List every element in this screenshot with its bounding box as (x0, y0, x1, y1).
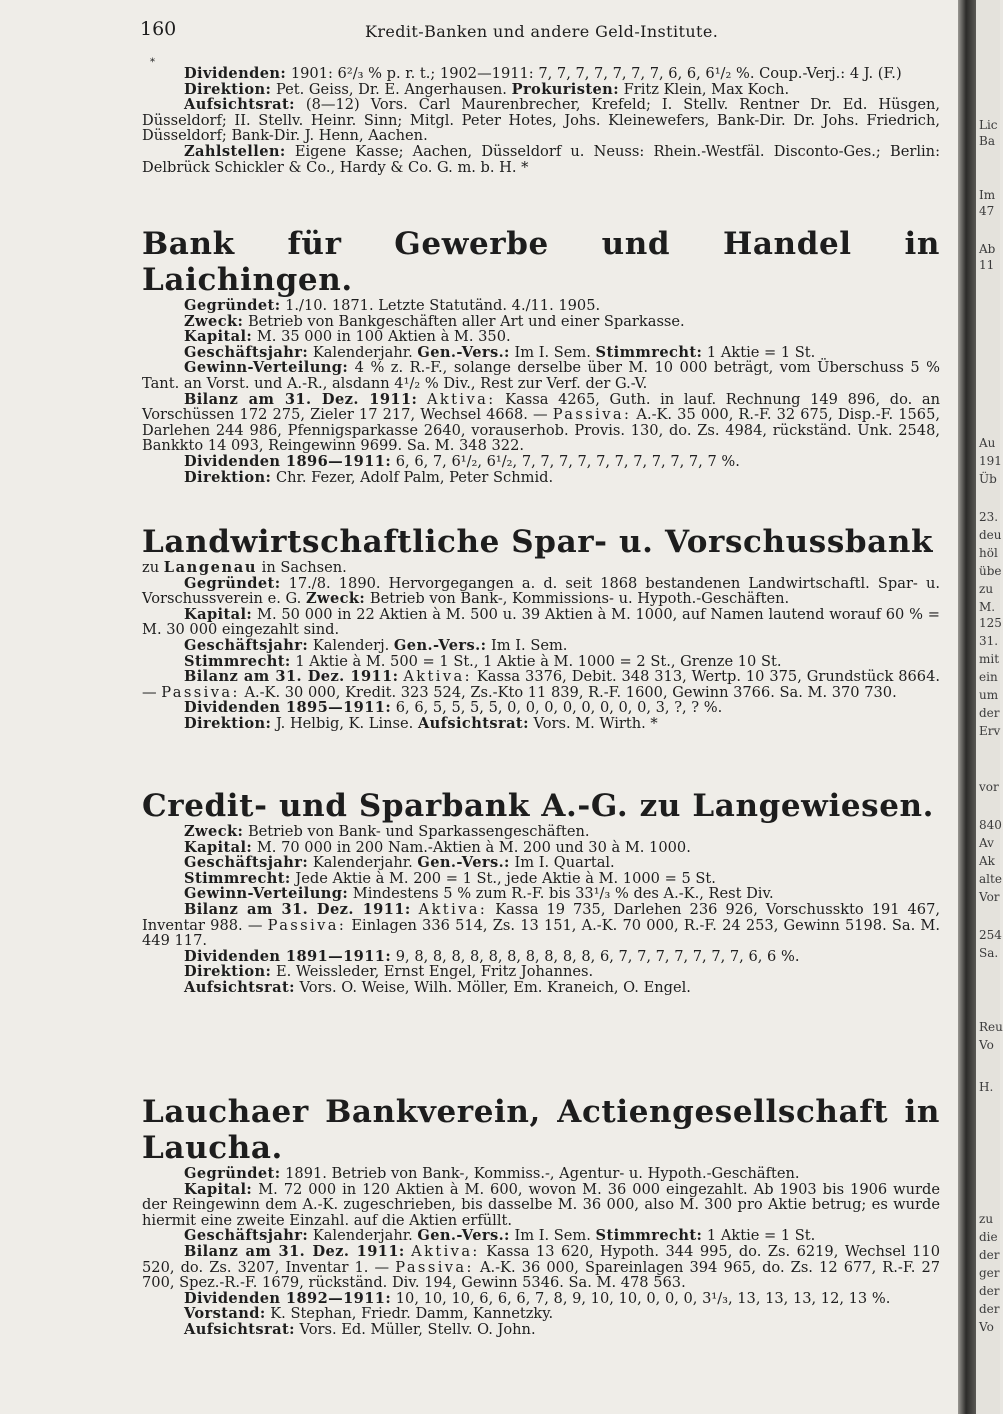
field-label: Geschäftsjahr: (184, 854, 309, 872)
next-page-fragment: Im (979, 188, 996, 202)
next-page-fragment: die (979, 1230, 998, 1244)
field-label: Prokuristen: (511, 80, 619, 98)
aktiva-value: Kassa 19 735, Darlehen 236 926, Vorschusskto 191 467, Inventar 988. — (142, 900, 941, 934)
dividenden-value: 9, 8, 8, 8, 8, 8, 8, 8, 8, 8, 8, 6, 7, 7, 7, 7, 7, 7, 7, 6, 6 %. (395, 947, 800, 965)
next-page-fragment: 23. (979, 510, 999, 524)
dividenden-value: 1901: 6²/₃ % p. r. t.; 1902—1911: 7, 7, 7, 7, 7, 7, 7, 6, 6, 6¹/₂ %. Coup.-Verj.: 4 J. (F.) (290, 65, 902, 82)
vorstand-value: K. Stephan, Friedr. Damm, Kannetzky. (270, 1305, 554, 1323)
zahlstellen-value: Eigene Kasse; Aachen, Düsseldorf u. Neuss: Rhein.-Westfäl. Disconto-Ges.; Berlin: Delbrück Schickler & Co., Hardy & Co. G. m. b. H. * (142, 142, 940, 176)
bank-title: Credit- und Sparbank A.-G. zu Langewiesen. (142, 788, 935, 824)
field-label: Gegründet: (184, 574, 281, 592)
next-page-fragment: Vo (979, 1320, 994, 1334)
field-label: Bilanz am 31. Dez. 1911: (184, 1242, 405, 1260)
genvers-value: Im I. Sem. (491, 636, 568, 654)
stimmrecht-value: Jede Aktie à M. 200 = 1 St., jede Aktie à M. 1000 = 5 St. (295, 869, 716, 887)
entry-laichingen (142, 226, 940, 485)
passiva-value: A.-K. 35 000, R.-F. 32 675, Disp.-F. 1565, Darlehen 244 986, Pfennigsparkasse 2640, vorauserhob. Provis. 130, do. Zs. 4984, rückständ. Unk. 2548, Bankkto 14 093, Reingewinn 9699. Sa. M. 348 322. (142, 406, 941, 455)
next-page-fragment: Üb (979, 472, 997, 486)
next-page-fragment: Av (979, 836, 994, 850)
next-page-fragment: ger (979, 1266, 1000, 1280)
stimmrecht-value: 1 Aktie à M. 500 = 1 St., 1 Aktie à M. 1000 = 2 St., Grenze 10 St. (295, 652, 782, 670)
field-label: Gen.-Vers.: (417, 1227, 510, 1245)
aktiva-label: Aktiva: (403, 668, 472, 686)
field-label: Dividenden: (184, 65, 287, 82)
next-page-fragment: M. (979, 600, 996, 614)
field-label: Direktion: (184, 714, 272, 732)
aufsichtsrat-value: Vors. M. Wirth. * (533, 714, 658, 732)
entry-laucha (142, 1094, 940, 1338)
aktiva-label: Aktiva: (411, 1242, 480, 1260)
aufsichtsrat-value: Vors. O. Weise, Wilh. Möller, Em. Kraneich, O. Engel. (299, 978, 691, 996)
passiva-value: Einlagen 336 514, Zs. 13 151, A.-K. 70 000, R.-F. 24 253, Gewinn 5198. Sa. M. 449 117. (142, 916, 941, 950)
aktiva-label: Aktiva: (426, 390, 496, 408)
field-label: Geschäftsjahr: (184, 636, 309, 654)
next-page-fragment: Vo (979, 1038, 994, 1052)
dividenden-value: 6, 6, 7, 6¹/₂, 6¹/₂, 7, 7, 7, 7, 7, 7, 7, 7, 7, 7, 7 %. (395, 452, 740, 470)
prokuristen-value: Fritz Klein, Max Koch. (623, 80, 790, 98)
field-label: Kapital: (184, 605, 253, 623)
next-page-fragment: höl (979, 546, 998, 560)
stimmrecht-value: 1 Aktie = 1 St. (706, 1227, 816, 1245)
geschaeftsjahr-value: Kalenderjahr. (312, 854, 413, 872)
field-label: Dividenden 1896—1911: (184, 452, 392, 470)
field-label: Gegründet: (184, 1165, 281, 1182)
next-page-fragment: Vor (979, 890, 1000, 904)
direktion-value: Chr. Fezer, Adolf Palm, Peter Schmid. (275, 468, 554, 486)
direktion-value: E. Weissleder, Ernst Engel, Fritz Johannes. (275, 963, 594, 981)
bank-title: Bank für Gewerbe und Handel in Laichingen. (142, 226, 940, 298)
next-page-fragment: 125 (979, 616, 1002, 630)
field-label: Geschäftsjahr: (184, 1227, 309, 1245)
next-page-fragment: 47 (979, 204, 995, 218)
next-page-fragment: um (979, 688, 999, 702)
next-page-edge (976, 0, 1003, 1414)
bank-location (142, 560, 940, 576)
gegruendet-value: 1891. Betrieb von Bank-, Kommiss.-, Agentur- u. Hypoth.-Geschäften. (285, 1165, 800, 1182)
field-label: Aufsichtsrat: (184, 1320, 295, 1338)
aufsichtsrat-value: Vors. Ed. Müller, Stellv. O. John. (299, 1320, 536, 1338)
kapital-value: M. 70 000 in 200 Nam.-Aktien à M. 200 und 30 à M. 1000. (256, 838, 691, 856)
passiva-value: A.-K. 30 000, Kredit. 323 524, Zs.-Kto 11 839, R.-F. 1600, Gewinn 3766. Sa. M. 370 730. (244, 683, 897, 701)
next-page-fragment: vor (979, 780, 999, 794)
passiva-label: Passiva: (267, 916, 347, 934)
field-label: Direktion: (184, 963, 272, 981)
next-page-fragment: Ak (979, 854, 995, 868)
next-page-fragment: der (979, 706, 1000, 720)
next-page-fragment: der (979, 1284, 1000, 1298)
page-number: 160 (140, 18, 177, 40)
next-page-fragment: der (979, 1302, 1000, 1316)
bank-title: Landwirtschaftliche Spar- u. Vorschussbank (142, 524, 934, 560)
field-label: Geschäftsjahr: (184, 343, 309, 361)
dividenden-value: 10, 10, 10, 6, 6, 6, 7, 8, 9, 10, 10, 0, 0, 0, 3¹/₃, 13, 13, 13, 12, 13 %. (395, 1289, 891, 1307)
field-label: Aufsichtsrat: (417, 714, 529, 732)
field-label: Stimmrecht: (595, 1227, 703, 1245)
next-page-fragment: der (979, 1248, 1000, 1262)
field-label: Dividenden 1895—1911: (184, 699, 392, 717)
next-page-fragment: 840 (979, 818, 1002, 832)
aktiva-label: Aktiva: (418, 900, 488, 918)
field-label: Direktion: (184, 80, 272, 98)
field-label: Stimmrecht: (184, 652, 291, 670)
next-page-fragment: mit (979, 652, 1000, 666)
field-label: Zweck: (305, 590, 366, 608)
geschaeftsjahr-value: Kalenderjahr. (312, 1227, 413, 1245)
book-gutter (958, 0, 976, 1414)
next-page-fragment: Reu (979, 1020, 1003, 1034)
genvers-value: Im I. Quartal. (514, 854, 615, 872)
next-page-fragment: 254 (979, 928, 1002, 942)
field-label: Kapital: (184, 838, 253, 856)
geschaeftsjahr-value: Kalenderj. (312, 636, 390, 654)
kapital-value: M. 35 000 in 100 Aktien à M. 350. (256, 328, 511, 346)
passiva-value: A.-K. 36 000, Spareinlagen 394 965, do. Zs. 12 677, R.-F. 27 700, Spez.-R.-F. 1679, rückständ. Div. 194, Gewinn 5346. Sa. M. 478 563. (142, 1258, 941, 1292)
field-label: Vorstand: (184, 1305, 266, 1323)
running-title: Kredit-Banken und andere Geld-Institute. (365, 22, 719, 41)
field-label: Zweck: (184, 312, 244, 330)
next-page-fragment: Sa. (979, 946, 999, 960)
kapital-value: M. 50 000 in 22 Aktien à M. 500 u. 39 Aktien à M. 1000, auf Namen lautend worauf 60 % = M. 30 000 eingezahlt sind. (142, 605, 940, 639)
genvers-value: Im I. Sem. (514, 1227, 591, 1245)
passiva-label: Passiva: (552, 406, 632, 424)
field-label: Aufsichtsrat: (184, 96, 295, 114)
next-page-fragment: Au (979, 436, 996, 450)
next-page-fragment: Ab (979, 242, 996, 256)
running-head (140, 18, 940, 48)
zweck-value: Betrieb von Bank- und Sparkassengeschäften. (247, 823, 590, 840)
field-label: Gewinn-Verteilung: (184, 885, 349, 903)
aktiva-value: Kassa 3376, Debit. 348 313, Wertp. 10 375, Grundstück 8664. — (142, 668, 941, 701)
field-label: Stimmrecht: (184, 869, 291, 887)
zweck-value: Betrieb von Bank-, Kommissions- u. Hypoth.-Geschäften. (369, 590, 790, 608)
field-label: Gewinn-Verteilung: (184, 359, 349, 377)
zweck-value: Betrieb von Bankgeschäften aller Art und einer Sparkasse. (247, 312, 685, 330)
field-label: Kapital: (184, 1180, 253, 1198)
continued-entry (142, 66, 940, 175)
dividenden-value: 6, 6, 5, 5, 5, 5, 0, 0, 0, 0, 0, 0, 0, 0, 3, ?, ? %. (395, 699, 723, 717)
field-label: Zweck: (184, 823, 244, 840)
direktion-value: J. Helbig, K. Linse. (275, 714, 414, 732)
aktiva-value: Kassa 13 620, Hypoth. 344 995, do. Zs. 6219, Wechsel 110 520, do. Zs. 3207, Inventar 1. — (142, 1242, 940, 1276)
field-label: Dividenden 1891—1911: (184, 947, 392, 965)
location-suffix: in Sachsen. (261, 559, 347, 576)
next-page-fragment: übe (979, 564, 1002, 578)
gegruendet-value: 17./8. 1890. Hervorgegangen a. d. seit 1868 bestandenen Landwirtschaftl. Spar- u. Vorschussverein e. G. (142, 574, 941, 608)
kapital-value: M. 72 000 in 120 Aktien à M. 600, wovon M. 36 000 eingezahlt. Ab 1903 bis 1906 wurde der Reingewinn dem A.-K. zugeschrieben, bis dasselbe M. 36 000, also M. 300 pro Aktie betrug; es wurde hiermit eine zweite Einzahl. auf die Aktien erfüllt. (142, 1180, 941, 1229)
direktion-value: Pet. Geiss, Dr. E. Angerhausen. (275, 80, 507, 98)
field-label: Gen.-Vers.: (393, 636, 487, 654)
bank-title: Lauchaer Bankverein, Actiengesellschaft in Laucha. (142, 1094, 940, 1166)
location-prefix: zu (142, 559, 160, 576)
next-page-fragment: zu (979, 1212, 994, 1226)
next-page-fragment: 11 (979, 258, 995, 272)
entry-langewiesen (142, 788, 940, 996)
next-page-fragment: Ba (979, 134, 995, 148)
next-page-fragment: alte (979, 872, 1002, 886)
field-label: Aufsichtsrat: (184, 978, 295, 996)
field-label: Direktion: (184, 468, 272, 486)
next-page-fragment: ein (979, 670, 998, 684)
next-page-fragment: deu (979, 528, 1002, 542)
gewinn-value: 4 % z. R.-F., solange derselbe über M. 10 000 beträgt, vom Überschuss 5 % Tant. an Vorst. und A.-R., alsdann 4¹/₂ % Div., Rest zur Verf. der G.-V. (142, 359, 940, 392)
field-label: Dividenden 1892—1911: (184, 1289, 392, 1307)
next-page-fragment: Lic (979, 118, 998, 132)
genvers-value: Im I. Sem. (514, 343, 591, 361)
gegruendet-value: 1./10. 1871. Letzte Statutänd. 4./11. 1905. (285, 297, 601, 314)
field-label: Kapital: (184, 328, 253, 346)
next-page-fragment: Erv (979, 724, 1001, 738)
field-label: Bilanz am 31. Dez. 1911: (184, 390, 418, 408)
field-label: Bilanz am 31. Dez. 1911: (184, 900, 411, 918)
entry-langenau (142, 524, 940, 732)
aufsichtsrat-value: (8—12) Vors. Carl Maurenbrecher, Krefeld; I. Stellv. Rentner Dr. Ed. Hüsgen, Düsseldorf; II. Stellv. Heinr. Sinn; Mitgl. Peter Hotes, Johs. Kleinewefers, Bank-Dir. Dr. Johs. Friedrich, Düsseldorf; Bank-Dir. J. Henn, Aachen. (142, 96, 940, 145)
field-label: Gen.-Vers.: (417, 854, 510, 872)
asterisk-mark: * (150, 57, 155, 68)
gewinn-value: Mindestens 5 % zum R.-F. bis 33¹/₃ % des A.-K., Rest Div. (352, 885, 774, 903)
aktiva-value: Kassa 4265, Guth. in lauf. Rechnung 149 896, do. an Vorschüssen 172 275, Zieler 17 217, Wechsel 4668. — (142, 390, 940, 424)
field-label: Gen.-Vers.: (417, 343, 510, 361)
field-label: Stimmrecht: (595, 343, 703, 361)
next-page-fragment: zu (979, 582, 994, 596)
location-city: Langenau (163, 559, 258, 576)
field-label: Gegründet: (184, 297, 281, 314)
next-page-fragment: 31. (979, 634, 999, 648)
stimmrecht-value: 1 Aktie = 1 St. (706, 343, 816, 361)
passiva-label: Passiva: (161, 683, 240, 701)
geschaeftsjahr-value: Kalenderjahr. (312, 343, 413, 361)
field-label: Bilanz am 31. Dez. 1911: (184, 668, 399, 686)
field-label: Zahlstellen: (184, 142, 286, 160)
next-page-fragment: 191 (979, 454, 1002, 468)
passiva-label: Passiva: (395, 1258, 474, 1276)
next-page-fragment: H. (979, 1080, 994, 1094)
